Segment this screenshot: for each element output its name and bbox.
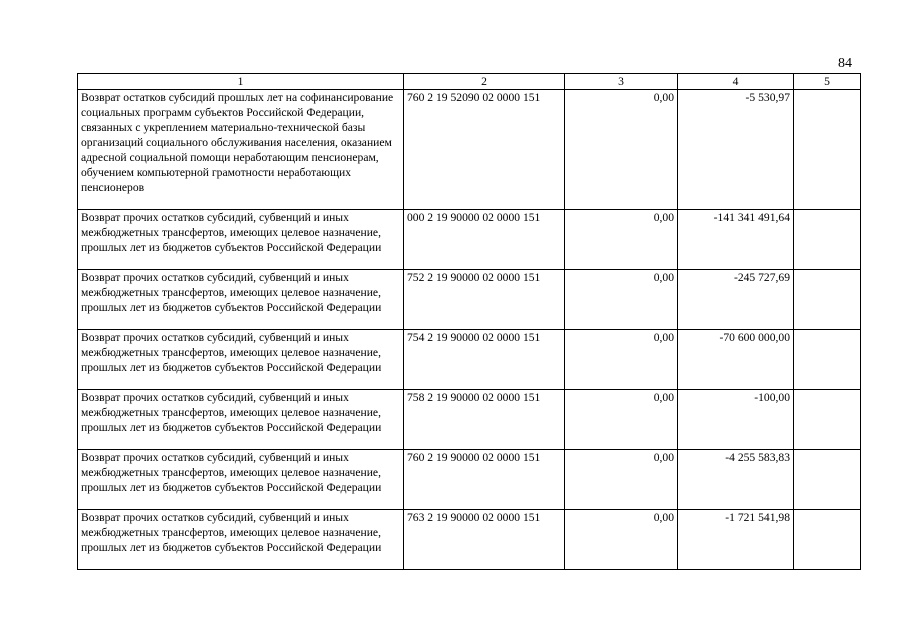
budget-table — [77, 73, 861, 570]
row-col5-cell — [794, 90, 861, 210]
row-col3-cell: 0,00 — [565, 90, 678, 210]
row-code-cell: 763 2 19 90000 02 0000 151 — [404, 510, 565, 570]
table-row — [78, 390, 861, 450]
row-name-cell: Возврат прочих остатков субсидий, субвенций и иных межбюджетных трансфертов, имеющих целевое назначение, прошлых лет из бюджетов субъектов Российской Федерации — [78, 330, 404, 390]
row-col4-cell: -5 530,97 — [678, 90, 794, 210]
row-code-cell: 758 2 19 90000 02 0000 151 — [404, 390, 565, 450]
row-col3-cell: 0,00 — [565, 270, 678, 330]
row-name-cell: Возврат прочих остатков субсидий, субвенций и иных межбюджетных трансфертов, имеющих целевое назначение, прошлых лет из бюджетов субъектов Российской Федерации — [78, 210, 404, 270]
row-name-cell: Возврат прочих остатков субсидий, субвенций и иных межбюджетных трансфертов, имеющих целевое назначение, прошлых лет из бюджетов субъектов Российской Федерации — [78, 450, 404, 510]
row-col3-cell: 0,00 — [565, 330, 678, 390]
column-header-4: 4 — [678, 74, 794, 90]
table-row — [78, 90, 861, 210]
row-col5-cell — [794, 330, 861, 390]
row-col5-cell — [794, 210, 861, 270]
row-name-cell: Возврат прочих остатков субсидий, субвенций и иных межбюджетных трансфертов, имеющих целевое назначение, прошлых лет из бюджетов субъектов Российской Федерации — [78, 510, 404, 570]
table-row — [78, 510, 861, 570]
column-header-2: 2 — [404, 74, 565, 90]
table-row — [78, 210, 861, 270]
table-row — [78, 330, 861, 390]
column-header-5: 5 — [794, 74, 861, 90]
row-code-cell: 000 2 19 90000 02 0000 151 — [404, 210, 565, 270]
row-code-cell: 760 2 19 52090 02 0000 151 — [404, 90, 565, 210]
table-row — [78, 450, 861, 510]
row-col3-cell: 0,00 — [565, 390, 678, 450]
table-row — [78, 270, 861, 330]
row-col3-cell: 0,00 — [565, 450, 678, 510]
row-code-cell: 754 2 19 90000 02 0000 151 — [404, 330, 565, 390]
row-col4-cell: -100,00 — [678, 390, 794, 450]
column-header-3: 3 — [565, 74, 678, 90]
row-col5-cell — [794, 450, 861, 510]
row-col5-cell — [794, 390, 861, 450]
page-number: 84 — [838, 56, 852, 71]
table-header-row — [78, 74, 861, 90]
row-col3-cell: 0,00 — [565, 210, 678, 270]
row-col4-cell: -245 727,69 — [678, 270, 794, 330]
row-name-cell: Возврат прочих остатков субсидий, субвенций и иных межбюджетных трансфертов, имеющих целевое назначение, прошлых лет из бюджетов субъектов Российской Федерации — [78, 390, 404, 450]
row-name-cell: Возврат остатков субсидий прошлых лет на софинансирование социальных программ субъектов Российской Федерации, связанных с укреплением материально-технической базы организаций социального обслуживания населения, оказанием адресной социальной помощи неработающим пенсионерам, обучением компьютерной грамотности неработающих пенсионеров — [78, 90, 404, 210]
row-name-cell: Возврат прочих остатков субсидий, субвенций и иных межбюджетных трансфертов, имеющих целевое назначение, прошлых лет из бюджетов субъектов Российской Федерации — [78, 270, 404, 330]
row-code-cell: 760 2 19 90000 02 0000 151 — [404, 450, 565, 510]
row-col4-cell: -4 255 583,83 — [678, 450, 794, 510]
row-col4-cell: -141 341 491,64 — [678, 210, 794, 270]
row-col5-cell — [794, 270, 861, 330]
row-col4-cell: -70 600 000,00 — [678, 330, 794, 390]
row-col4-cell: -1 721 541,98 — [678, 510, 794, 570]
column-header-1: 1 — [78, 74, 404, 90]
row-col5-cell — [794, 510, 861, 570]
row-code-cell: 752 2 19 90000 02 0000 151 — [404, 270, 565, 330]
row-col3-cell: 0,00 — [565, 510, 678, 570]
